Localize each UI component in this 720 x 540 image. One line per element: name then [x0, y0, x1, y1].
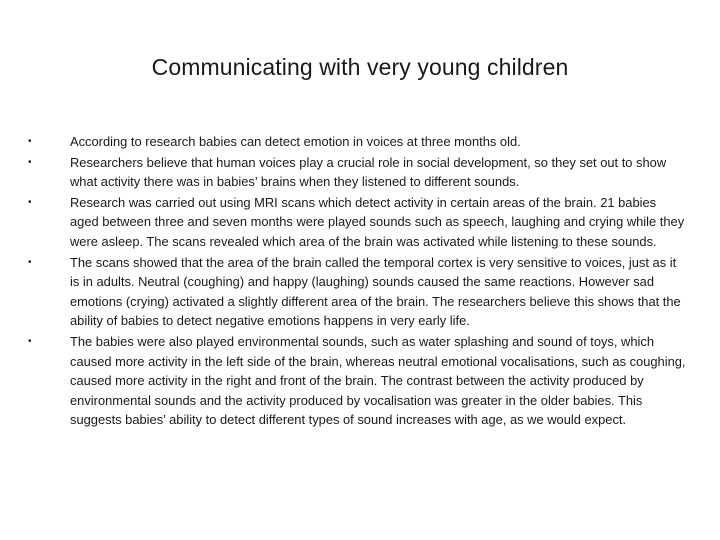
bullet-text: The scans showed that the area of the brain called the temporal cortex is very sensitive to voices, just as it is in adults. Neutral (coughing) and happy (laughing) sounds caused the same reactions. However sad emotions (crying) activated a slightly different area of the brain. The researchers believe this shows that the ability of babies to detect negative emotions happens in very early life. [70, 254, 681, 329]
bullet-item-3 [28, 193, 688, 252]
bullet-text: Research was carried out using MRI scans which detect activity in certain areas of the brain. 21 babies aged between three and seven months were played sounds such as speech, laughing and crying while they were asleep. The scans revealed which area of the brain was activated while listening to these sounds. [70, 194, 685, 249]
bullet-item-5 [28, 332, 688, 430]
bullet-text: The babies were also played environmental sounds, such as water splashing and sound of toys, which caused more activity in the left side of the brain, whereas neutral emotional vocalisations, such as coughing, caused more activity in the right and front of the brain. The contrast between the activity produced by environmental sounds and the activity produced by vocalisation was greater in the older babies. This suggests babies’ ability to detect different types of sound increases with age, as we would expect. [70, 333, 686, 428]
bullet-list [28, 132, 688, 431]
bullet-text: According to research babies can detect emotion in voices at three months old. [70, 134, 521, 149]
bullet-text: Researchers believe that human voices play a crucial role in social development, so they set out to show what activity there was in babies’ brains when they listened to different sounds. [70, 154, 667, 190]
bullet-item-4 [28, 253, 688, 331]
bullet-item-1 [28, 132, 688, 152]
bullet-dot-icon: • [28, 196, 32, 208]
bullet-item-2 [28, 153, 688, 192]
bullet-dot-icon: • [28, 156, 32, 168]
bullet-dot-icon: • [28, 136, 32, 147]
bullet-dot-icon: • [28, 335, 32, 347]
slide-title: Communicating with very young children [151, 54, 569, 80]
bullet-dot-icon: • [28, 256, 32, 268]
